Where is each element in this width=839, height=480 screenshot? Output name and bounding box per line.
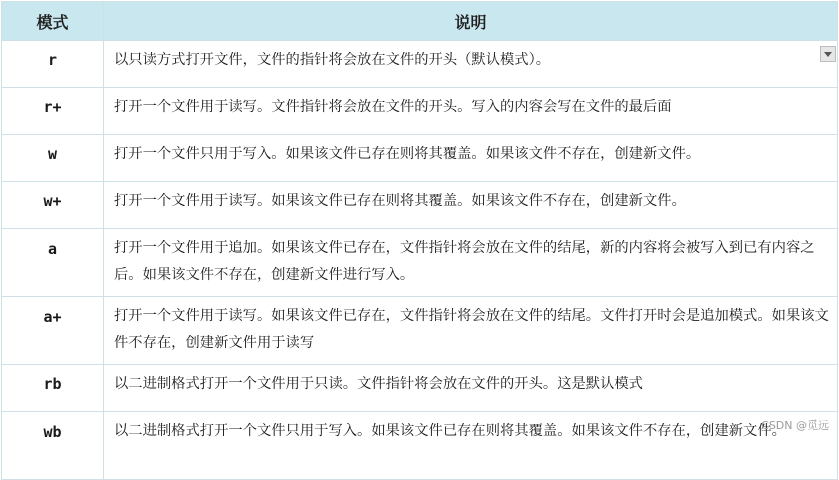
mode-cell: rb — [2, 365, 104, 412]
table-row — [2, 182, 838, 229]
description-cell: 打开一个文件用于读写。如果该文件已存在，文件指针将会放在文件的结尾。文件打开时会是追加模式。如果该文件不存在，创建新文件用于读写 — [104, 297, 838, 365]
mode-cell: a+ — [2, 297, 104, 365]
mode-cell: a — [2, 229, 104, 297]
mode-cell: r — [2, 41, 104, 88]
description-cell: 以二进制格式打开一个文件用于只读。文件指针将会放在文件的开头。这是默认模式 — [104, 365, 838, 412]
chevron-down-icon[interactable] — [820, 46, 836, 62]
description-cell: 打开一个文件只用于写入。如果该文件已存在则将其覆盖。如果该文件不存在，创建新文件。 — [104, 135, 838, 182]
table-row — [2, 365, 838, 412]
description-cell: 打开一个文件用于追加。如果该文件已存在，文件指针将会放在文件的结尾，新的内容将会被写入到已有内容之后。如果该文件不存在，创建新文件进行写入。 — [104, 229, 838, 297]
mode-cell: w — [2, 135, 104, 182]
description-cell: 打开一个文件用于读写。如果该文件已存在则将其覆盖。如果该文件不存在，创建新文件。 — [104, 182, 838, 229]
description-cell: 打开一个文件用于读写。文件指针将会放在文件的开头。写入的内容会写在文件的最后面 — [104, 88, 838, 135]
header-description: 说明 — [104, 2, 838, 41]
file-modes-table — [1, 1, 838, 480]
table-row — [2, 412, 838, 480]
table-row — [2, 41, 838, 88]
description-cell: 以二进制格式打开一个文件只用于写入。如果该文件已存在则将其覆盖。如果该文件不存在，创建新文件。 — [104, 412, 838, 480]
table-header-row — [2, 2, 838, 41]
description-cell: 以只读方式打开文件，文件的指针将会放在文件的开头（默认模式）。 — [104, 41, 838, 88]
table-row — [2, 135, 838, 182]
table-row — [2, 88, 838, 135]
watermark: CSDN @觅远 — [761, 419, 829, 432]
header-mode: 模式 — [2, 2, 104, 41]
mode-cell: wb — [2, 412, 104, 480]
table-row — [2, 229, 838, 297]
mode-cell: w+ — [2, 182, 104, 229]
table-row — [2, 297, 838, 365]
mode-cell: r+ — [2, 88, 104, 135]
